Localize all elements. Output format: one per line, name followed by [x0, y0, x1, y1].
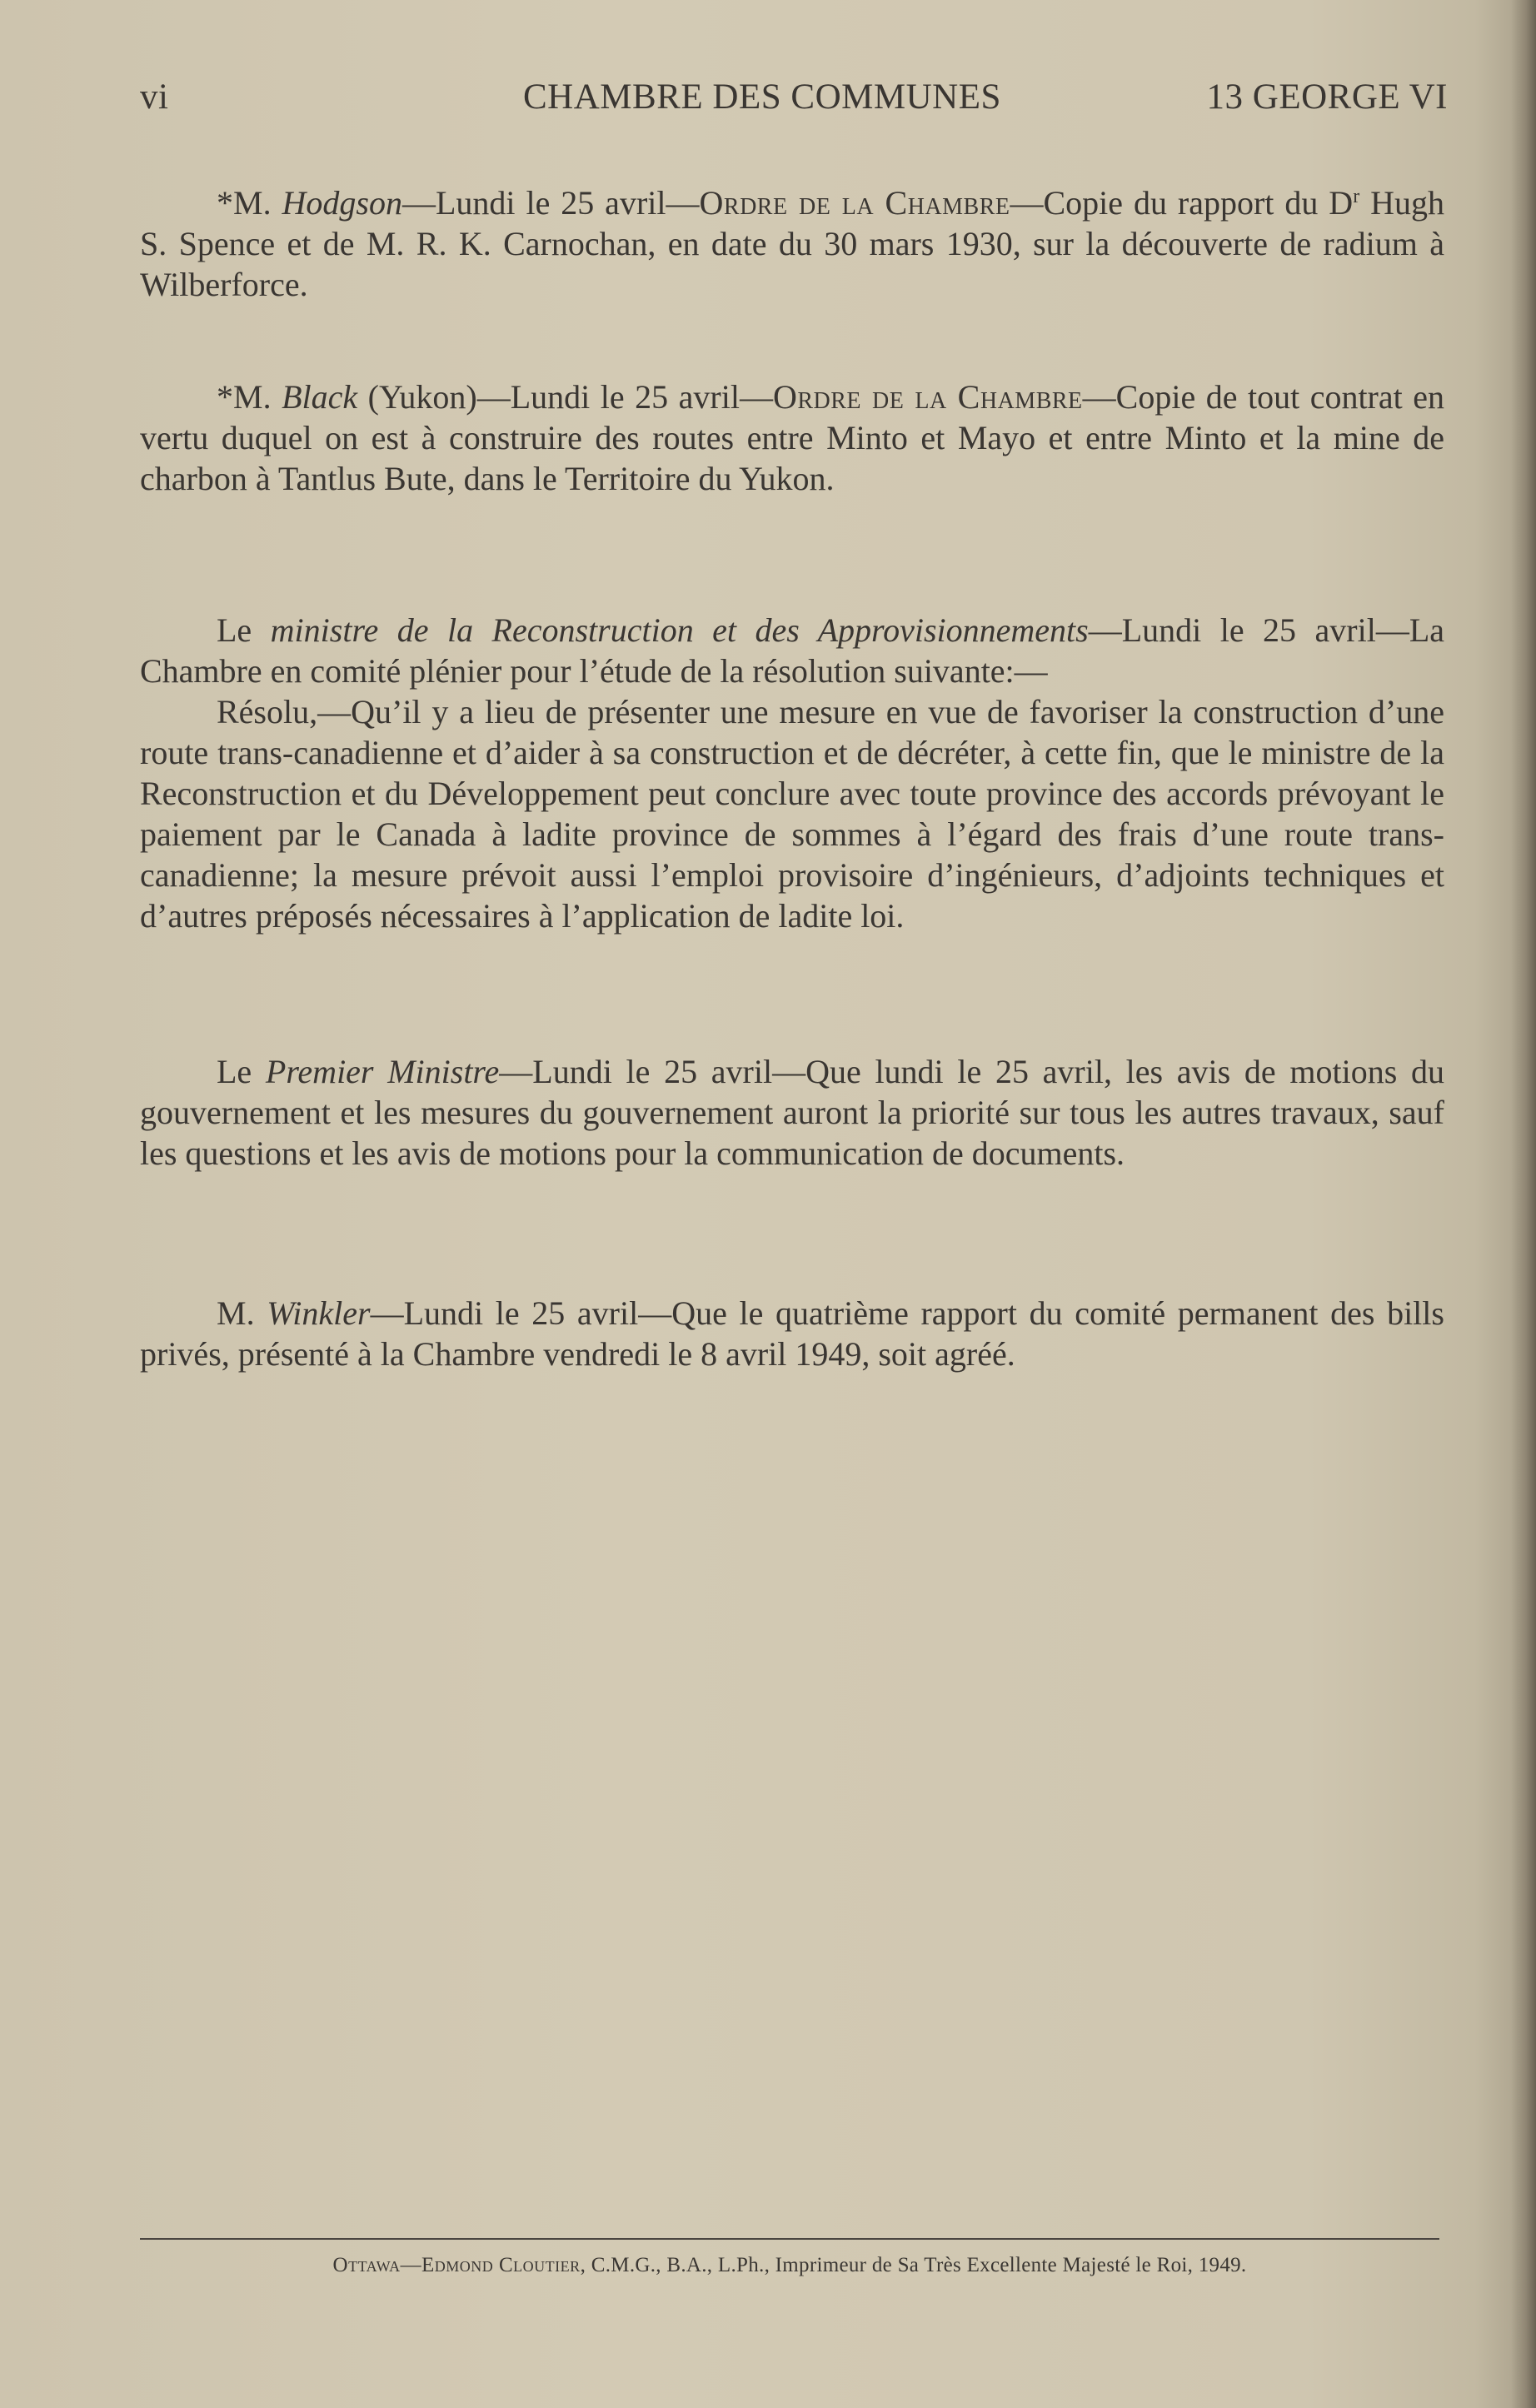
entry-lead: (Yukon)—Lundi le 25 avril—	[357, 378, 773, 416]
entry-paragraph	[140, 1051, 1444, 1174]
footer-divider	[140, 2238, 1439, 2240]
entry-black	[140, 376, 1444, 499]
entry-prefix: M.	[217, 1294, 267, 1332]
page-folio: vi	[140, 77, 169, 117]
imprint-dash: —	[400, 2254, 421, 2276]
entry-paragraph	[140, 376, 1444, 499]
imprint-printer: Edmond Cloutier	[421, 2254, 581, 2276]
regnal-year: 13 GEORGE VI	[1206, 77, 1448, 117]
resolution-paragraph: Résolu,—Qu’il y a lieu de présenter une mesure en vue de favoriser la construction d’une route trans-canadienne et d’aider à sa construction et de décréter, à cette fin, que le ministre de la Reconstruction et du Développement peut conclure avec toute province des accords prévoyant le paiement par le Canada à ladite province de sommes à l’égard des frais d’une route trans-canadienne; la mesure prévoit aussi l’emploi provisoire d’ingénieurs, d’adjoints techniques et d’autres préposés nécessaires à l’application de ladite loi.	[140, 693, 1444, 935]
entry-prefix: Le	[217, 611, 271, 649]
entry-paragraph	[140, 177, 1444, 305]
member-name: Black	[282, 378, 358, 416]
order-label: Ordre de la Chambre	[699, 184, 1010, 222]
printer-imprint	[140, 2254, 1439, 2277]
member-name: Hodgson	[282, 184, 402, 222]
order-label: Ordre de la Chambre	[772, 378, 1083, 416]
entry-text-continued: Hugh S. Spence et de M. R. K. Carnochan, en date du 30 mars 1930, sur la découverte de radium à Wilberforce.	[140, 184, 1445, 303]
entry-paragraph	[140, 1293, 1444, 1374]
superscript: r	[1353, 186, 1360, 207]
member-name: ministre de la Reconstruction et des Approvisionnements	[270, 611, 1089, 649]
member-name: Winkler	[267, 1294, 371, 1332]
entry-winkler	[140, 1293, 1444, 1374]
entry-paragraph	[140, 610, 1444, 691]
entry-reconstruction	[140, 610, 1444, 936]
entry-prefix: Le	[217, 1053, 266, 1090]
entry-premier-ministre	[140, 1051, 1444, 1174]
imprint-details: , C.M.G., B.A., L.Ph., Imprimeur de Sa Très Excellente Majesté le Roi, 1949.	[580, 2254, 1247, 2276]
entry-prefix: *M.	[217, 378, 282, 416]
entry-lead: —Lundi le 25 avril—	[401, 184, 700, 222]
page-edge-shadow	[1511, 0, 1536, 2408]
entry-text: —Copie de tout contrat en vertu duquel on est à construire des routes entre Minto et Mayo et entre Minto et la mine de charbon à Tantlus Bute, dans le Territoire du Yukon.	[140, 378, 1444, 497]
imprint-place: Ottawa	[332, 2254, 401, 2276]
entry-hodgson	[140, 177, 1444, 305]
entry-prefix: *M.	[217, 184, 282, 222]
member-name: Premier Ministre	[265, 1053, 500, 1090]
entry-text: —Lundi le 25 avril—Que le quatrième rapport du comité permanent des bills privés, présenté à la Chambre vendredi le 8 avril 1949, soit agréé.	[140, 1294, 1444, 1373]
entry-lead: —Lundi le 25 avril—La Chambre en comité plénier pour l’étude de la résolution suivante:—	[140, 611, 1445, 690]
page-title: CHAMBRE DES COMMUNES	[523, 77, 1001, 117]
entry-text: —Lundi le 25 avril—Que lundi le 25 avril, les avis de motions du gouvernement et les mesures du gouvernement auront la priorité sur tous les autres travaux, sauf les questions et les avis de motions pour la communication de documents.	[140, 1053, 1445, 1172]
entry-text: —Copie du rapport du D	[1010, 184, 1354, 222]
running-header	[140, 77, 1448, 127]
